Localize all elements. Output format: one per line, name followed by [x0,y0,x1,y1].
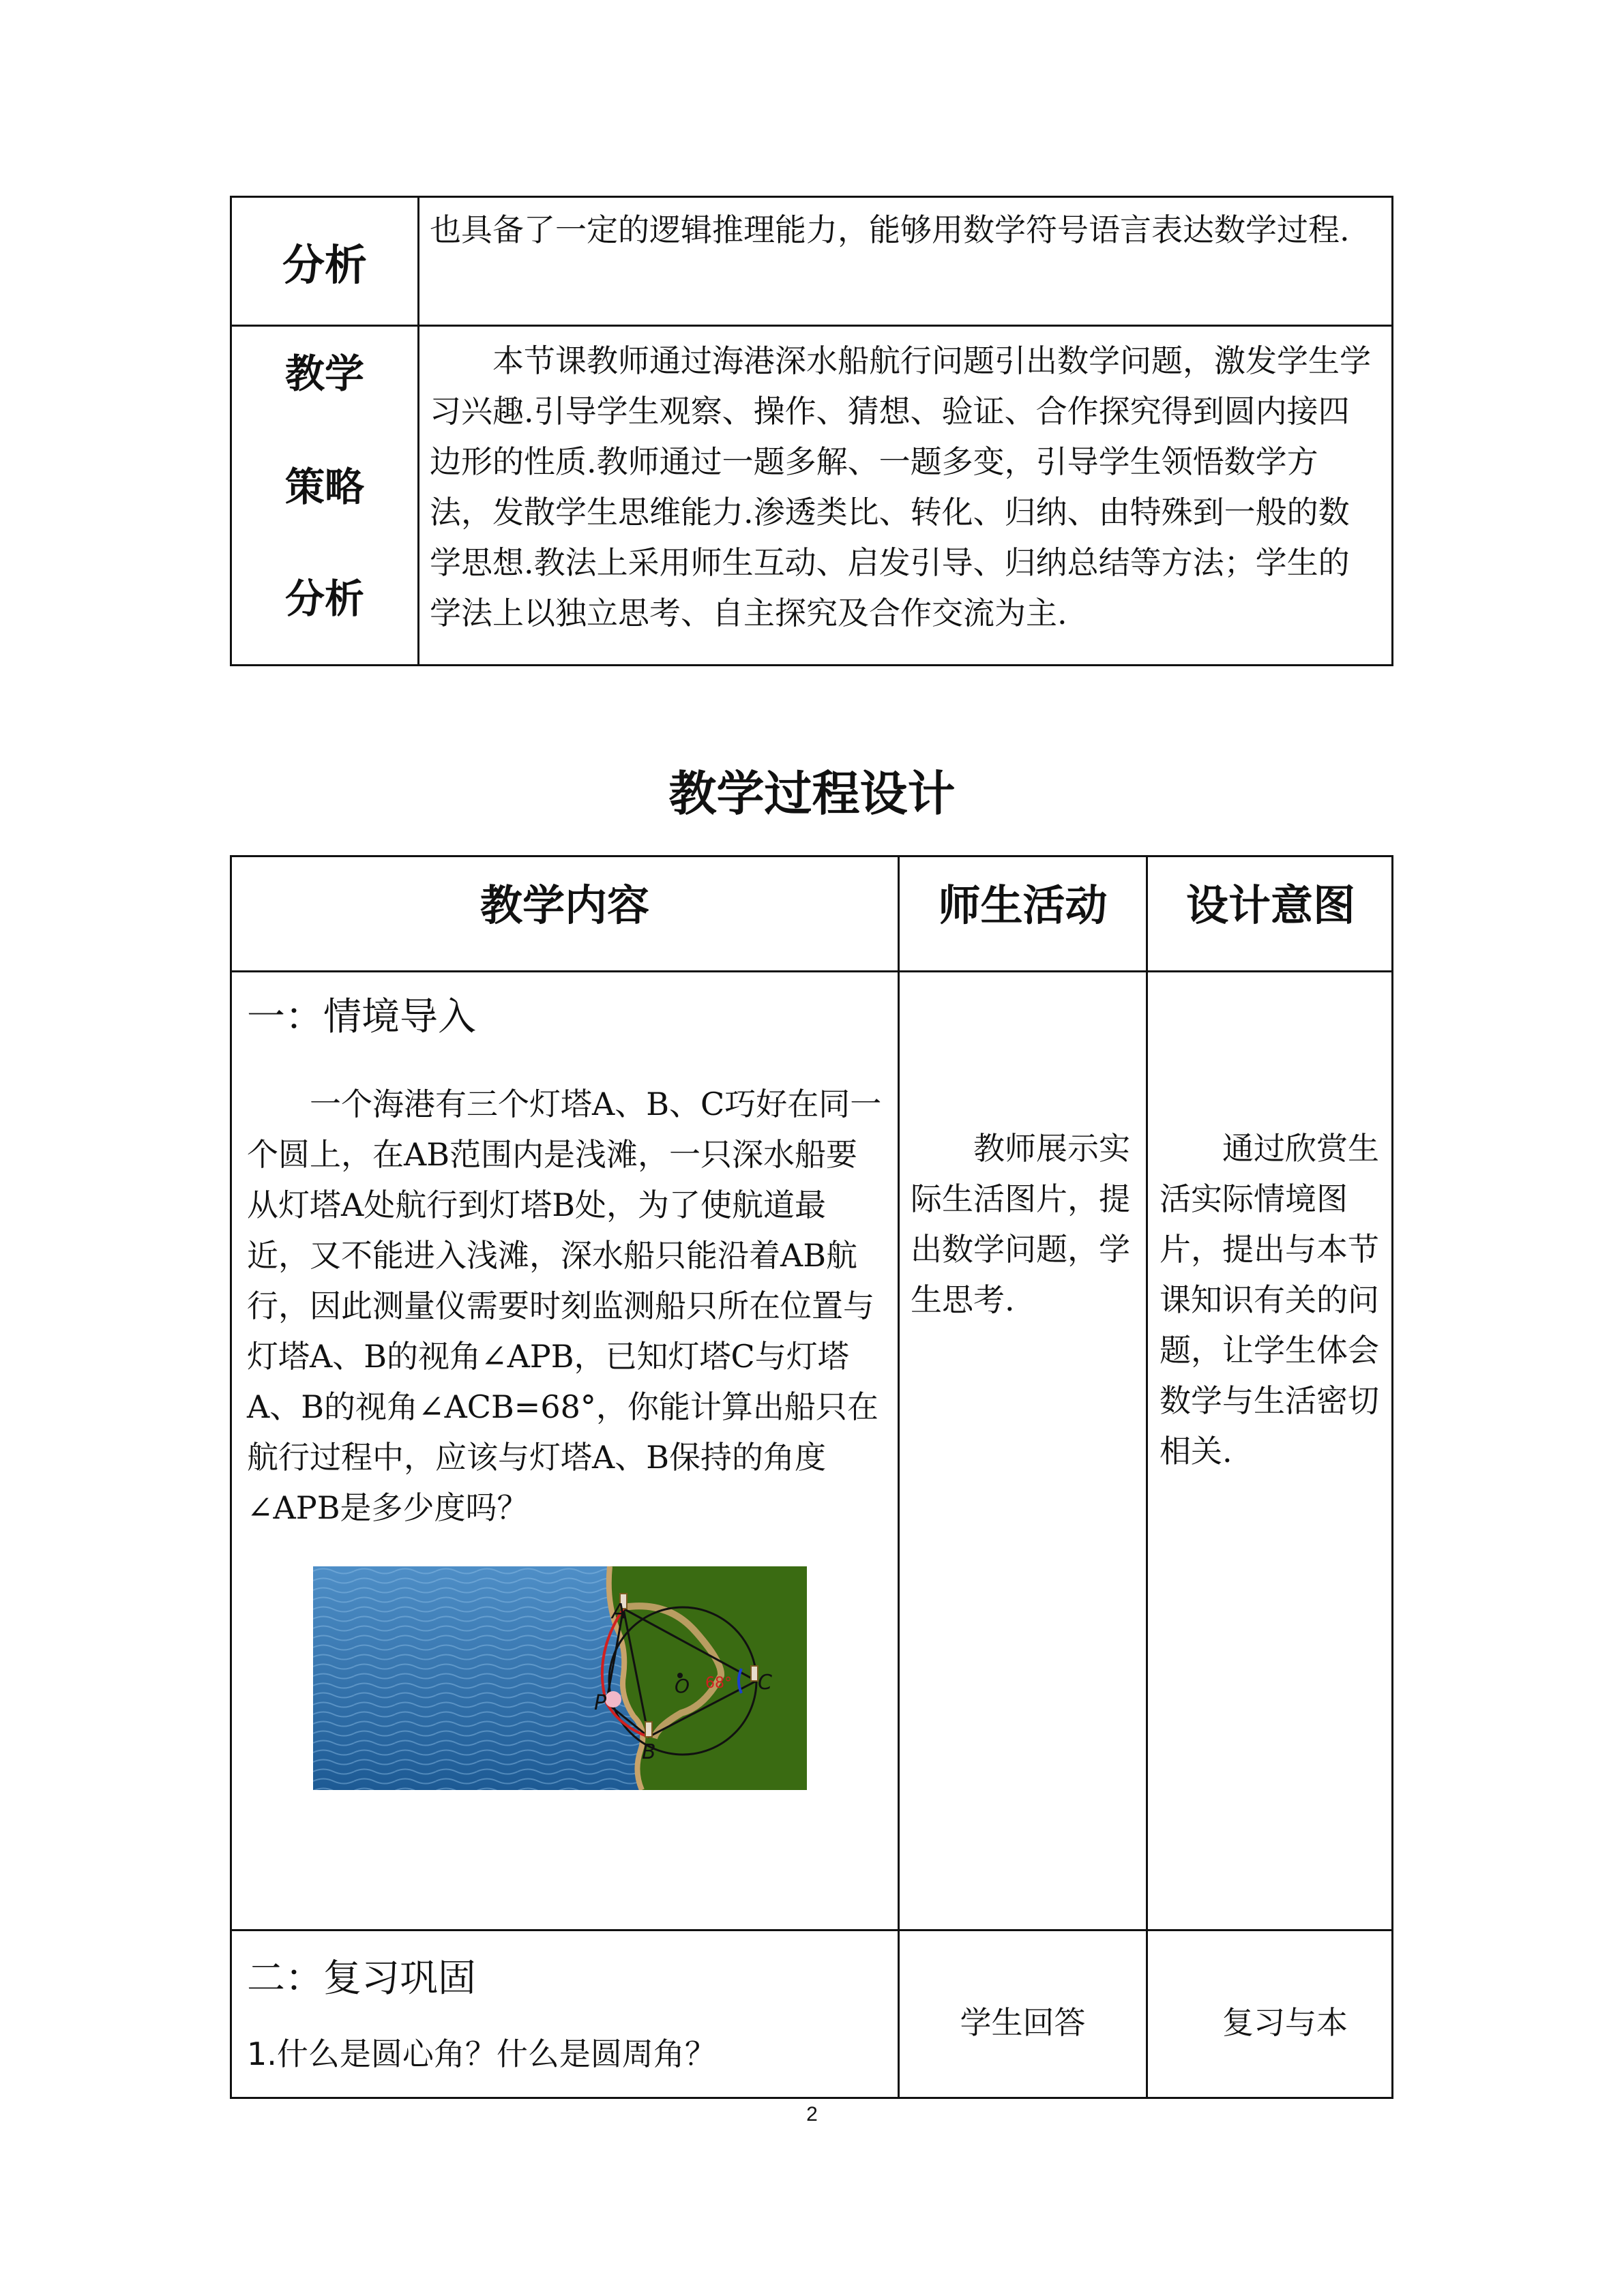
section-heading-review: 二：复习巩固 [247,1956,476,2001]
row-text: 本节课教师通过海港深水船航行问题引出数学问题，激发学生学习兴趣.引导学生观察、操作、猜想、验证、合作探究得到圆内接四边形的性质.教师通过一题多解、一题多变，引导学生领悟数学方法，发散学生思维能力.渗透类比、转化、归纳、由特殊到一般的数学思想.教法上采用师生互动、启发引导、归纳总结等方法；学生的学法上以独立思考、自主探究及合作交流为主. [430,342,1371,631]
table-divider [417,198,419,664]
section-heading-intro: 一：情境导入 [247,995,476,1039]
label-line: 策略 [284,464,364,510]
lighthouse-b [645,1722,652,1737]
lighthouse-figure [313,1566,807,1790]
table-divider [232,1929,1391,1931]
review-question: 1.什么是圆心角？什么是圆周角？ [247,2036,716,2072]
process-table [230,855,1393,2099]
label-line: 教学 [284,351,364,397]
intent-text: 通过欣赏生活实际情境图片，提出与本节课知识有关的问题，让学生体会数学与生活密切相关. [1160,1130,1379,1470]
label-angle: 68° [705,1675,732,1692]
label-b: B [642,1740,656,1764]
label-a: A [612,1600,626,1624]
intro-problem-text [247,1079,888,1533]
intent-text: 复习与本 [1222,2004,1348,2041]
activity-intro [911,1123,1132,1325]
label-p: P [594,1691,607,1715]
row-label-strategy [232,327,417,666]
problem-text: 一个海港有三个灯塔A、B、C巧好在同一个圆上，在AB范围内是浅滩，一只深水船要从灯塔A处航行到灯塔B处，为了使航道最近，又不能进入浅滩，深水船只能沿着AB航行，因此测量仪需要时刻监测船只所在位置与灯塔A、B的视角∠APB，已知灯塔C与灯塔A、B的视角∠ACB=68°，你能计算出船只在航行过程中，应该与灯塔A、B保持的角度∠APB是多少度吗？ [247,1086,882,1526]
lighthouse-c [751,1666,758,1681]
activity-review: 学生回答 [960,2004,1086,2041]
row-text: 也具备了一定的逻辑推理能力，能够用数学符号语言表达数学过程. [430,211,1350,248]
row-text-strategy [430,336,1378,638]
table-divider [232,970,1391,972]
intent-review [1160,1997,1381,2048]
table-divider [898,857,900,2097]
table-divider [1146,857,1148,2097]
label-o: O [675,1675,690,1697]
header-intent: 设计意图 [1185,880,1355,930]
label-line: 分析 [284,576,364,622]
row-label-text: 分析 [282,239,367,290]
ship-marker [605,1691,621,1708]
page-number: 2 [806,2103,818,2126]
harbor-diagram [313,1566,807,1790]
row-label-analysis [232,198,417,325]
activity-text: 教师展示实际生活图片，提出数学问题，学生思考. [911,1130,1130,1318]
header-activity: 师生活动 [938,880,1108,930]
header-content: 教学内容 [479,880,649,930]
section-title: 教学过程设计 [668,766,956,822]
intent-intro [1160,1123,1381,1476]
row-text-analysis [430,205,1378,255]
analysis-table [230,196,1393,666]
label-c: C [758,1671,772,1695]
